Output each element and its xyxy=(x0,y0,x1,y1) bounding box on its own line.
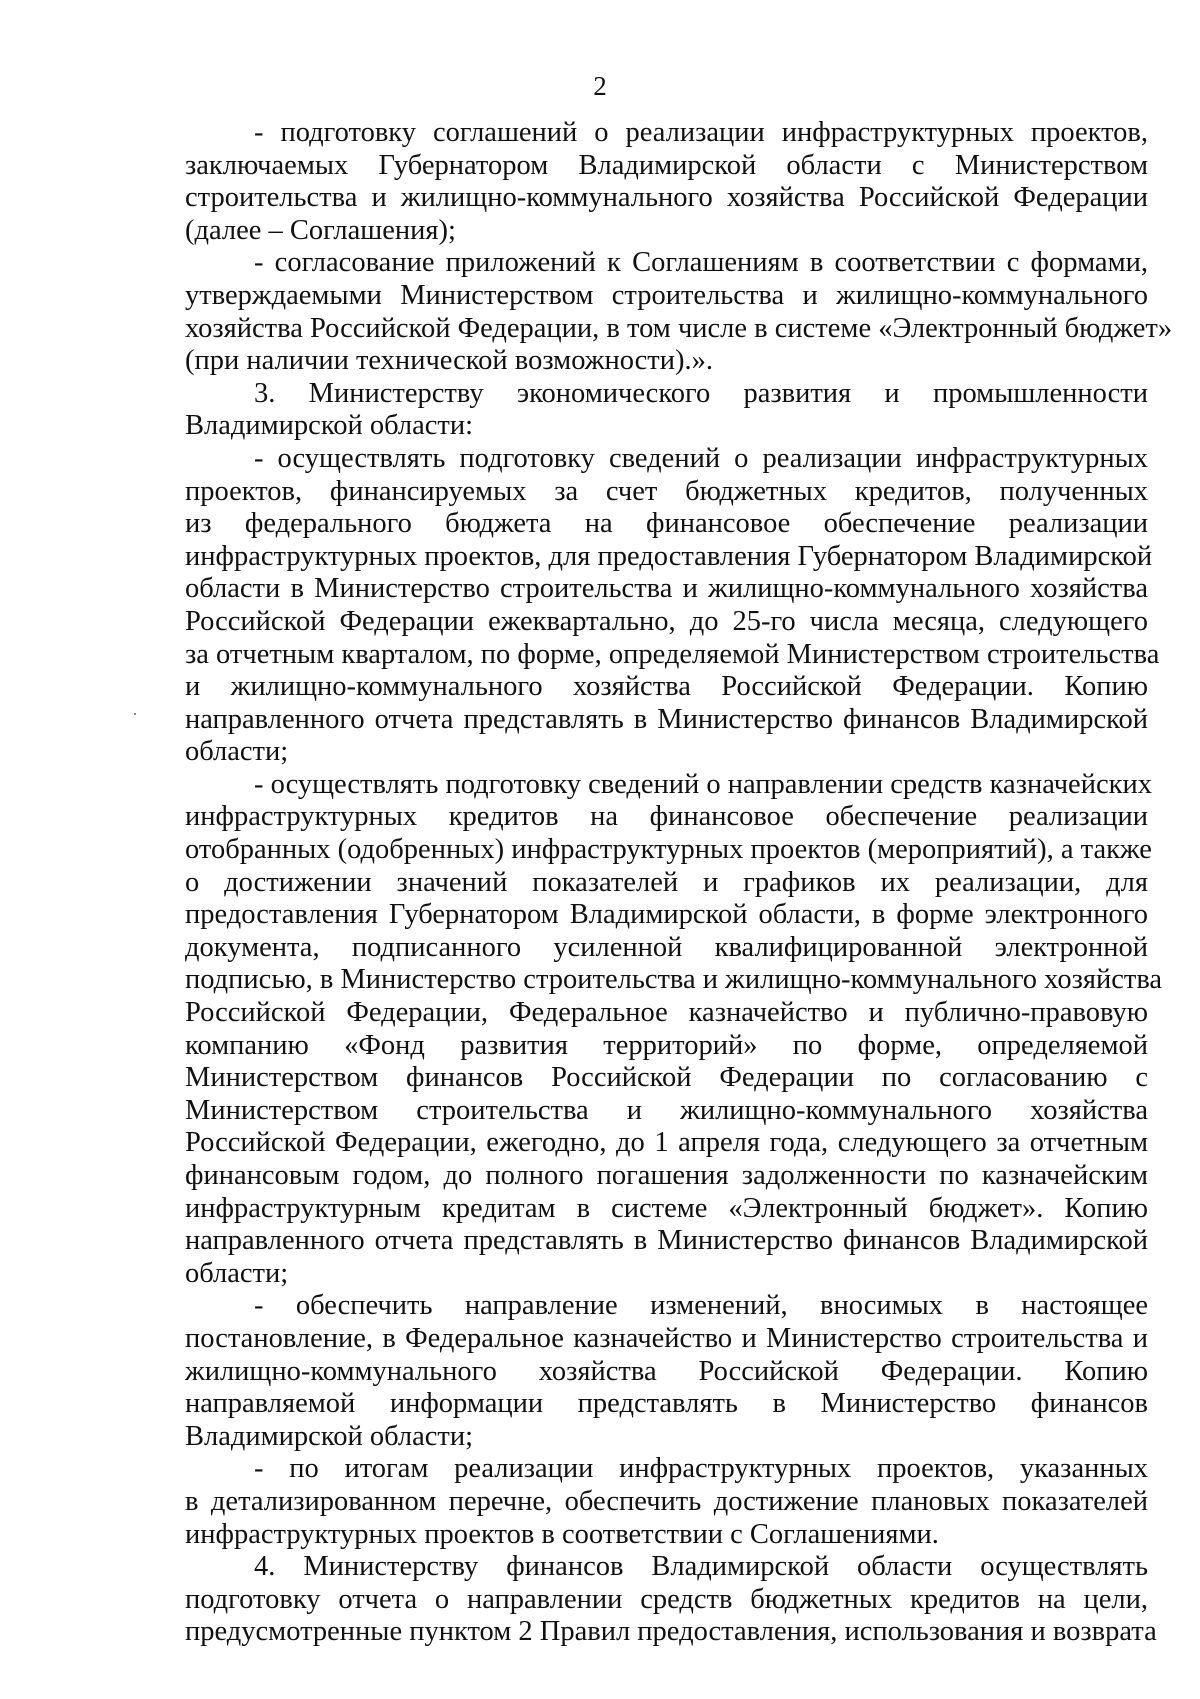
text-line: области; xyxy=(185,736,289,768)
text-line: утверждаемыми Министерством строительства и жилищно-коммунального xyxy=(185,279,1148,311)
text-line: инфраструктурным кредитам в системе «Электронный бюджет». Копию xyxy=(185,1192,1148,1224)
text-line: области; xyxy=(185,1257,289,1289)
text-line: инфраструктурных проектов, для предоставления Губернатором Владимирской xyxy=(185,540,1153,572)
text-line: в детализированном перечне, обеспечить достижение плановых показателей xyxy=(185,1485,1148,1517)
text-line: за отчетным кварталом, по форме, определяемой Министерством строительства xyxy=(185,638,1160,670)
text-line: направляемой информации представлять в Министерство финансов xyxy=(185,1388,1148,1420)
text-line: Министерством строительства и жилищно-коммунального хозяйства xyxy=(185,1094,1148,1126)
text-line: Министерством финансов Российской Федерации по согласованию с xyxy=(185,1062,1148,1094)
text-line: жилищно-коммунального хозяйства Российской Федерации. Копию xyxy=(185,1355,1148,1387)
text-line: направленного отчета представлять в Министерство финансов Владимирской xyxy=(185,1225,1148,1257)
text-line: постановление, в Федеральное казначейство и Министерство строительства и xyxy=(185,1322,1148,1354)
text-line: 3. Министерству экономического развития и промышленности xyxy=(254,377,1148,409)
text-line: подписью, в Министерство строительства и жилищно-коммунального хозяйства xyxy=(185,964,1163,996)
text-line: (далее – Соглашения); xyxy=(185,214,456,246)
text-line: из федерального бюджета на финансовое обеспечение реализации xyxy=(185,508,1148,540)
text-line: - согласование приложений к Соглашениям в соответствии с формами, xyxy=(254,247,1148,279)
text-line: - обеспечить направление изменений, вносимых в настоящее xyxy=(254,1290,1148,1322)
text-line: хозяйства Российской Федерации, в том числе в системе «Электронный бюджет» xyxy=(185,312,1173,344)
text-line: и жилищно-коммунального хозяйства Российской Федерации. Копию xyxy=(185,671,1148,703)
text-line: проектов, финансируемых за счет бюджетных кредитов, полученных xyxy=(185,475,1148,507)
text-line: - осуществлять подготовку сведений о реализации инфраструктурных xyxy=(254,442,1148,474)
text-line: строительства и жилищно-коммунального хозяйства Российской Федерации xyxy=(185,182,1148,214)
text-line: подготовку отчета о направлении средств бюджетных кредитов на цели, xyxy=(185,1583,1148,1615)
text-line: документа, подписанного усиленной квалифицированной электронной xyxy=(185,931,1148,963)
text-line: (при наличии технической возможности).». xyxy=(185,345,714,377)
text-line: предоставления Губернатором Владимирской области, в форме электронного xyxy=(185,899,1148,931)
text-line: - по итогам реализации инфраструктурных проектов, указанных xyxy=(254,1453,1148,1485)
text-line: направленного отчета представлять в Министерство финансов Владимирской xyxy=(185,703,1148,735)
text-line: отобранных (одобренных) инфраструктурных проектов (мероприятий), а также xyxy=(185,834,1152,866)
page-number: 2 xyxy=(593,71,607,101)
text-line: - осуществлять подготовку сведений о направлении средств казначейских xyxy=(254,768,1152,800)
scan-speck xyxy=(134,713,136,715)
text-line: компанию «Фонд развития территорий» по форме, определяемой xyxy=(185,1029,1148,1061)
text-line: финансовым годом, до полного погашения задолженности по казначейским xyxy=(185,1160,1148,1191)
text-line: Российской Федерации, Федеральное казначейство и публично-правовую xyxy=(185,997,1148,1029)
document-body xyxy=(185,117,1173,1649)
text-line: инфраструктурных проектов в соответствии с Соглашениями. xyxy=(185,1518,939,1550)
text-line: Владимирской области; xyxy=(185,1420,474,1452)
text-line: Владимирской области: xyxy=(185,410,474,442)
text-line: предусмотренные пунктом 2 Правил предоставления, использования и возврата xyxy=(185,1616,1157,1648)
text-line: инфраструктурных кредитов на финансовое обеспечение реализации xyxy=(185,801,1148,833)
text-line: области в Министерство строительства и жилищно-коммунального хозяйства xyxy=(185,573,1148,605)
text-line: Российской Федерации ежеквартально, до 25-го числа месяца, следующего xyxy=(185,605,1148,637)
text-line: 4. Министерству финансов Владимирской области осуществлять xyxy=(254,1551,1148,1583)
text-line: - подготовку соглашений о реализации инфраструктурных проектов, xyxy=(254,117,1148,148)
text-line: Российской Федерации, ежегодно, до 1 апреля года, следующего за отчетным xyxy=(185,1127,1148,1159)
text-line: о достижении значений показателей и графиков их реализации, для xyxy=(185,866,1148,898)
text-line: заключаемых Губернатором Владимирской области с Министерством xyxy=(185,149,1148,181)
